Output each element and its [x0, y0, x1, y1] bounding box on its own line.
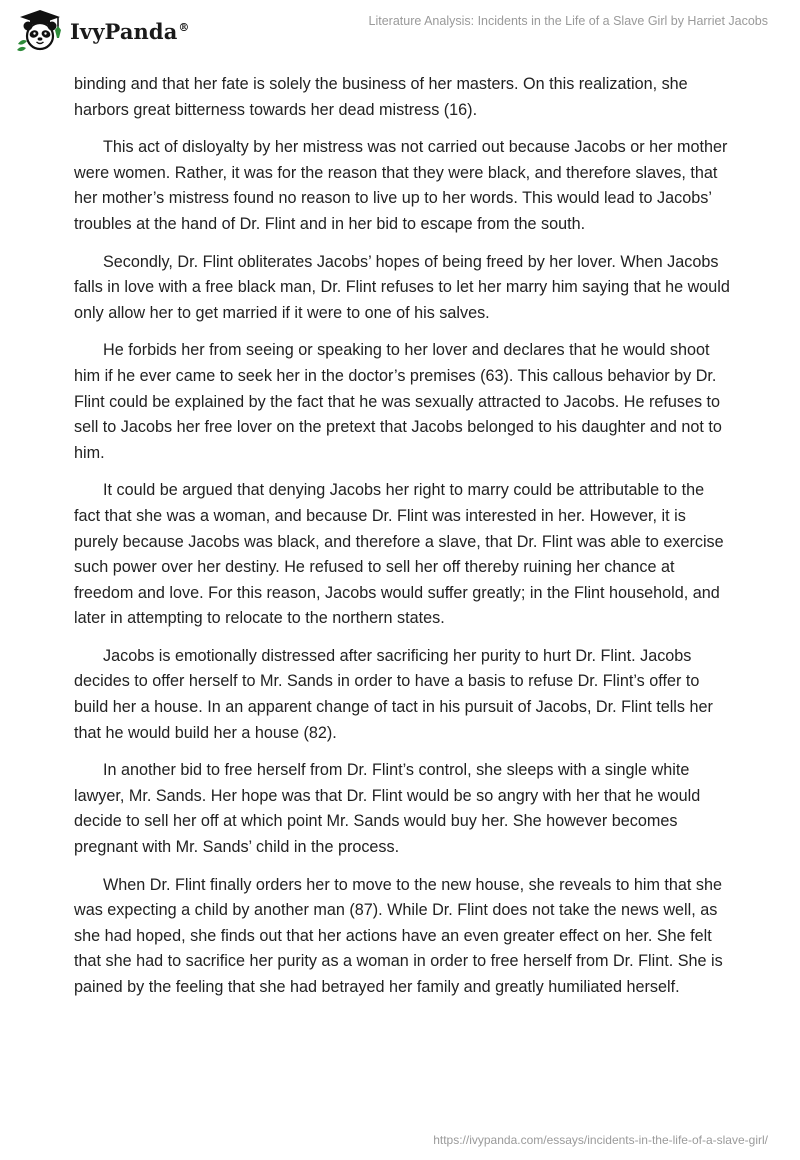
page-header: [0, 0, 800, 64]
paragraph: When Dr. Flint finally orders her to move to the new house, she reveals to him that she was expecting a child by another man (87). While Dr. Flint does not take the news well, as she had hoped, she finds out that her actions have an even greater effect on her. She felt that she had to sacrifice her purity as a woman in order to free herself from Dr. Flint. She is pained by the feeling that she had betrayed her family and greatly humiliated herself.: [74, 875, 723, 996]
paragraph: He forbids her from seeing or speaking to her lover and declares that he would shoot him if he ever came to seek her in the doctor’s premises (63). This callous behavior by Dr. Flint could be explained by the fact that he was sexually attracted to Jacobs. He refuses to sell to Jacobs her free lover on the pretext that Jacobs belonged to his daughter and not to him.: [74, 341, 722, 462]
essay-body: [74, 72, 734, 1013]
paragraph: binding and that her fate is solely the business of her masters. On this realization, she harbors great bitterness towards her dead mistress (16).: [74, 75, 688, 119]
paragraph: Jacobs is emotionally distressed after sacrificing her purity to hurt Dr. Flint. Jacobs decides to offer herself to Mr. Sands in order to have a basis to refuse Dr. Flint’s offer to build her a house. In an apparent change of tact in his pursuit of Jacobs, Dr. Flint tells her that he would build her a house (82).: [74, 646, 713, 742]
panda-graduate-icon: [14, 8, 66, 52]
paragraph: This act of disloyalty by her mistress was not carried out because Jacobs or her mother were women. Rather, it was for the reason that they were black, and therefore slaves, that her mother’s mistress found no reason to live up to her words. This would lead to Jacobs’ troubles at the hand of Dr. Flint and in her bid to escape from the south.: [74, 138, 728, 233]
paragraph: In another bid to free herself from Dr. Flint’s control, she sleeps with a single white lawyer, Mr. Sands. Her hope was that Dr. Flint would be so angry with her that he would decide to sell her off at which point Mr. Sands would buy her. She however becomes pregnant with Mr. Sands’ child in the process.: [74, 761, 701, 857]
brand-logo[interactable]: [14, 8, 190, 52]
brand-name: IvyPanda®: [70, 18, 190, 44]
document-title: Literature Analysis: Incidents in the Life of a Slave Girl by Harriet Jacobs: [368, 14, 768, 28]
source-url-link[interactable]: https://ivypanda.com/essays/incidents-in-the-life-of-a-slave-girl/: [433, 1133, 768, 1147]
paragraph: It could be argued that denying Jacobs her right to marry could be attributable to the fact that she was a woman, and because Dr. Flint was interested in her. However, it is purely because Jacobs was black, and therefore a slave, that Dr. Flint was able to exercise such power over her destiny. He refused to sell her off thereby ruining her chance at freedom and love. For this reason, Jacobs would suffer greatly; in the Flint household, and later in attempting to relocate to the northern states.: [74, 481, 724, 628]
paragraph: Secondly, Dr. Flint obliterates Jacobs’ hopes of being freed by her lover. When Jacobs falls in love with a free black man, Dr. Flint refuses to let her marry him saying that he would only allow her to get married if it were to one of his salves.: [74, 252, 730, 322]
